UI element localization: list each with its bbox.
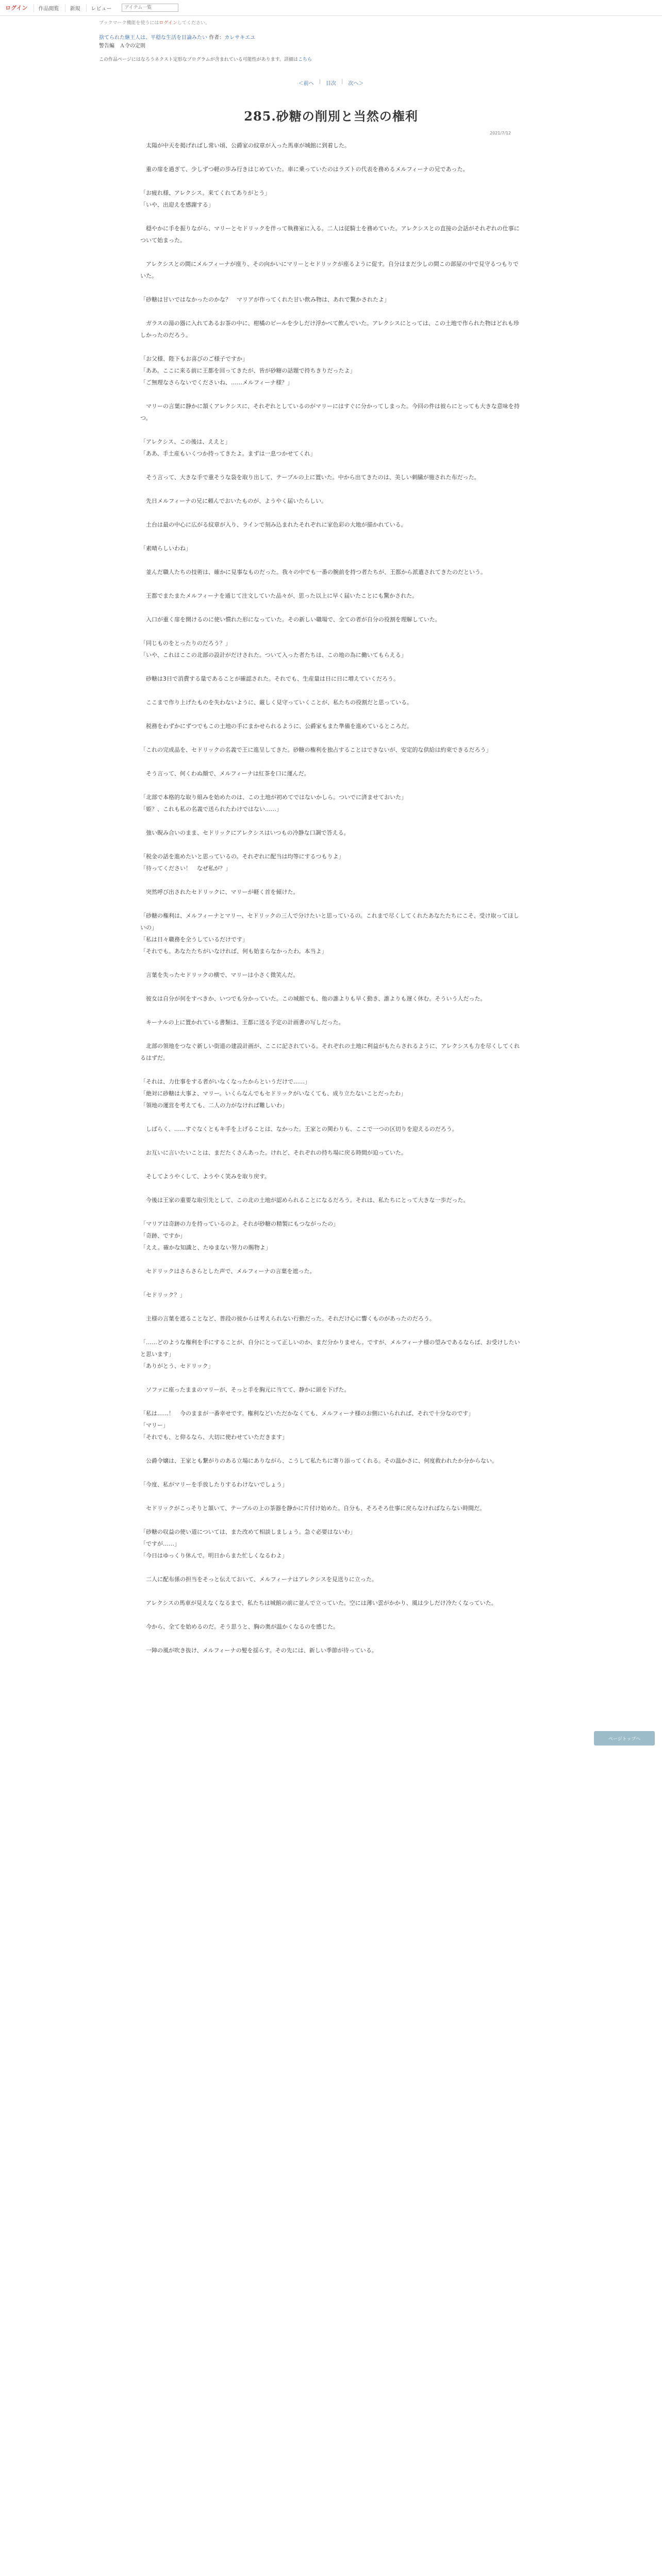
novel-paragraph: 「それは、力仕事をする者がいなくなったからというだけで……」 「絶対に砂糖は大事よ、マリー。いくらなんでもセドリックがいなくても、成り立たないことだったわ」 「領地の運営を考えても、二人の力がなければ難しいわ」 <box>140 1078 407 1109</box>
novel-paragraph: 二人に配布係の担当をそっと伝えておいて、メルフィーナはアレクシスを見送りに立った。 <box>140 1576 377 1583</box>
novel-paragraph: アレクシスとの間にメルフィーナが座り、その向かいにマリーとセドリックが座るように促す。自分はまだ少しの間この部屋の中で見守るつもりでいた。 <box>140 261 519 279</box>
novel-paragraph: 「今度、私がマリーを手放したりするわけないでしょう」 <box>140 1481 288 1488</box>
prev-link[interactable]: ＜前へ <box>298 81 314 87</box>
pager-separator: | <box>341 79 343 84</box>
novel-paragraph: 並んだ職人たちの技術は、確かに見事なものだった。我々の中でも一番の腕前を持つ者たちが、王都から派遣されてきたのだという。 <box>140 569 486 575</box>
novel-paragraph: 王都でまたまたメルフィーナを通じて注文していた品々が、思った以上に早く届いたことにも驚かされた。 <box>140 592 418 599</box>
novel-paragraph: 今から、全てを始めるのだ。そう思うと、胸の奥が温かくなるのを感じた。 <box>140 1623 339 1630</box>
novel-paragraph: 「お父様、陛下もお喜びのご様子ですか」 「ああ。ここに来る前に王都を回ってきたが、皆が砂糖の話題で持ちきりだったよ」 「ご無理なさらないでくださいね、……メルフィーナ様？」 <box>140 355 356 386</box>
breadcrumb <box>99 34 662 50</box>
nav-item-new[interactable]: 新規 <box>65 4 84 12</box>
site-header <box>0 0 662 16</box>
novel-paragraph: 税務をわずかにずつでもこの土地の手にまかせられるように、公爵家もまた準備を進めているところだ。 <box>140 723 412 730</box>
novel-paragraph: 主様の言葉を遮ることなど、普段の彼からは考えられない行動だった。それだけ心に響くものがあったのだろう。 <box>140 1315 435 1322</box>
novel-paragraph: 突然呼び出されたセドリックに、マリーが軽く首を傾けた。 <box>140 889 299 895</box>
novel-paragraph: セドリックはさらさらとした声で、メルフィーナの言葉を遮った。 <box>140 1268 316 1275</box>
novel-paragraph: 入口が重く扉を開けるのに使い慣れた形になっていた。その新しい職場で、全ての者が自分の役割を理解していた。 <box>140 616 441 623</box>
novel-paragraph: 「私は……！ 今のままが一番幸せです。権利などいただかなくても、メルフィーナ様のお側にいられれば、それで十分なのです」 「マリー」 「それでも、と仰るなら、大切に使わせていただきます」 <box>140 1410 474 1440</box>
novel-paragraph: 「砂糖の権利は、メルフィーナとマリー、セドリックの三人で分けたいと思っているの。これまで尽くしてくれたあなたたちにこそ、受け取ってほしいの」 「私は日々職務を全うしているだけです」 「それでも。あなたたちがいなければ、何も始まらなかったわ。本当よ」 <box>140 912 519 955</box>
publish-date: 2021/7/12 <box>490 131 511 135</box>
novel-paragraph: 「素晴らしいわね」 <box>140 545 191 552</box>
login-link[interactable]: ログイン <box>159 21 177 26</box>
novel-paragraph: マリーの言葉に静かに頷くアレクシスに、それぞれとしているのがマリーにはすぐに分かってしまった。今回の件は彼らにとっても大きな意味を持つ。 <box>140 403 520 421</box>
pager-separator: | <box>319 79 321 84</box>
novel-paragraph: 「これの完成品を、セドリックの名義で王に進呈してきた。砂糖の権利を独占することはできないが、安定的な供給は約束できるだろう」 <box>140 747 492 753</box>
novel-paragraph: ここまで作り上げたものを失わないように、厳しく見守っていくことが、私たちの役割だと思っている。 <box>140 699 412 706</box>
novel-paragraph: 北部の領地をつなぐ新しい街道の建設計画が、ここに記されている。それぞれの土地に利益がもたらされるように、アレクシスも力を尽くしてくれるはずだ。 <box>140 1043 520 1061</box>
novel-paragraph: 穏やかに手を振りながら、マリーとセドリックを伴って執務室に入る。二人は従騎士を務めていた。アレクシスとの直接の会話がそれぞれの仕事について始まった。 <box>140 225 520 244</box>
nav-item-browse[interactable]: 作品閲覧 <box>34 4 63 12</box>
novel-paragraph: 「税金の話を進めたいと思っているの。それぞれに配当は均等にするつもりよ」 「待ってください！ なぜ私が？」 <box>140 853 344 872</box>
novel-paragraph: しばらく、……すぐなくともキ手を上げることは、なかった。王家との関わりも、ここで一つの区切りを迎えるのだろう。 <box>140 1126 458 1132</box>
novel-paragraph: 一陣の風が吹き抜け、メルフィーナの髪を揺らす。その先には、新しい季節が待っている。 <box>140 1647 377 1654</box>
novel-paragraph: 「砂糖の収益の使い道については、また改めて相談しましょう。急ぐ必要はないわ」 「ですが……」 「今日はゆっくり休んで。明日からまた忙しくなるわよ」 <box>140 1529 356 1559</box>
novel-body <box>140 140 522 1656</box>
novel-paragraph: アレクシスの馬車が見えなくなるまで、私たちは城館の前に並んで立っていた。空には薄い雲がかかり、風は少しだけ冷たくなっていた。 <box>140 1600 497 1606</box>
novel-paragraph: 「……どのような権利を手にすることが、自分にとって正しいのか、まだ分かりません。ですが、メルフィーナ様の望みであるならば、お受けしたいと思います」 「ありがとう、セドリック」 <box>140 1339 520 1369</box>
novel-paragraph: 公爵令嬢は、王家とも繋がりのある立場にありながら、こうして私たちに寄り添ってくれる。その温かさに、何度救われたか分からない。 <box>140 1458 498 1464</box>
series-title-link[interactable]: 捨てられた継王人は、平穏な生活を目論みたい <box>99 35 207 41</box>
novel-paragraph: 先日メルフィーナの兄に頼んでおいたものが、ようやく届いたらしい。 <box>140 498 327 504</box>
notice-text: この作品ページにはなろうネクスト定形なプログラムが含まれている可能性があります。詳細は <box>99 57 298 62</box>
content-notice <box>99 56 662 62</box>
site-logo[interactable]: ログイン <box>5 5 28 11</box>
novel-paragraph: 「お疲れ様、アレクシス。来てくれてありがとう」 「いや、出迎えを感謝する」 <box>140 190 271 208</box>
novel-paragraph: 「同じものをとったりのだろう？」 「いや、これはここの北部の設計がだけされた。ついて入った者たちは、この地の為に働いてもらえる」 <box>140 640 407 658</box>
novel-paragraph: 「マリアは奇跡の力を持っているのよ。それが砂糖の精製にもつながったの」 「奇跡、ですか」 「ええ。確かな知識と、たゆまない努力の賜物よ」 <box>140 1221 339 1251</box>
bookmark-login-note <box>99 19 662 26</box>
chapter-title: 285.砂糖の削別と当然の権利 <box>244 109 418 124</box>
login-note-tail: してください。 <box>177 21 210 26</box>
search-input[interactable] <box>122 4 178 12</box>
novel-paragraph: 言葉を失ったセドリックの横で、マリーは小さく微笑んだ。 <box>140 972 299 978</box>
novel-paragraph: 強い睨み合いのまま、セドリックにアレクシスはいつもの冷静な口調で答える。 <box>140 829 350 836</box>
novel-paragraph: そう言って、大きな手で重そうな袋を取り出して、テーブルの上に置いた。中から出てきたのは、美しい刺繍が施された布だった。 <box>140 474 480 481</box>
novel-paragraph: お互いに言いたいことは、まだたくさんあった。けれど、それぞれの持ち場に戻る時間が迫っていた。 <box>140 1149 407 1156</box>
author-link[interactable]: カレサキエユ <box>224 35 256 41</box>
login-note-text: ブックマーク機能を使うには <box>99 21 159 26</box>
novel-paragraph: 「砂糖は甘いではなかったのかな？ マリアが作ってくれた甘い飲み物は、あれで驚かされたよ」 <box>140 296 390 303</box>
novel-paragraph: 彼女は自分が何をすべきか、いつでも分かっていた。この城館でも、他の誰よりも早く動き、誰よりも遅く休む。そういう人だった。 <box>140 995 486 1002</box>
nav-item-review[interactable]: レビュー <box>86 4 115 12</box>
notice-link[interactable]: こちら <box>297 57 312 62</box>
novel-paragraph: 「北部で本格的な取り組みを始めたのは、この土地が初めてではないかしら。ついでに済ませておいた」 「姫？、これも私の名義で送られたわけではない……」 <box>140 794 407 812</box>
novel-paragraph: 土台は最の中心に広がる紋章が入り、ラインで刻み込まれたそれぞれに家色彩の大地が描かれている。 <box>140 521 407 528</box>
novel-paragraph: ソファに座ったままのマリーが、そっと手を胸元に当てて、静かに頭を下げた。 <box>140 1386 350 1393</box>
novel-paragraph: ガラスの湯の器に入れてあるお茶の中に、柑橘のピールを少しだけ浮かべて飲んでいた。アレクシスにとっては、この土地で作られた物はどれも珍しかったのだろう。 <box>140 320 519 338</box>
novel-paragraph: 「セドリック？」 <box>140 1292 186 1298</box>
novel-paragraph: 太陽が中天を掲げればし常い頃、公爵家の紋章が入った馬車が城館に到着した。 <box>140 142 350 149</box>
novel-paragraph: 今後は王家の重要な取引先として、この北の土地が認められることになるだろう。それは、私たちにとって大きな一歩だった。 <box>140 1197 469 1204</box>
novel-paragraph: そしてようやくして、ようやく笑みを取り戻す。 <box>140 1173 270 1180</box>
novel-paragraph: そう言って、何くわぬ顔で、メルフィーナは紅茶を口に運んだ。 <box>140 770 310 777</box>
novel-paragraph: 砂糖は3日で消費する量であることが確認された。それでも、生産量は日に日に増えていくだろう。 <box>140 675 399 682</box>
pager-top <box>0 79 662 87</box>
chapter-label: 警告編 Ａ令の定則 <box>99 43 145 49</box>
next-link[interactable]: 次へ＞ <box>348 81 364 87</box>
novel-paragraph: 重の扉を過ぎて、少しずつ軽の歩み行きはじめていた。車に乗っていたのはラズトの代表を務めるメルフィーナの兄であった。 <box>140 166 469 173</box>
page-top-button[interactable]: ページトップへ <box>594 1731 655 1745</box>
novel-paragraph: セドリックがこっそりと頷いて、テーブルの上の茶器を静かに片付け始めた。自分も、そろそろ仕事に戻らなければならない時間だ。 <box>140 1505 486 1512</box>
author-label: 作者： <box>209 35 225 41</box>
novel-paragraph: キーナルの上に置かれている書類は、王都に送る予定の計画書の写しだった。 <box>140 1019 344 1026</box>
novel-paragraph: 「アレクシス、この後は、ええと」 「ああ、手土産もいくつか持ってきたよ。まずは一息つかせてくれ」 <box>140 438 316 457</box>
toc-link[interactable]: 目次 <box>326 81 336 87</box>
